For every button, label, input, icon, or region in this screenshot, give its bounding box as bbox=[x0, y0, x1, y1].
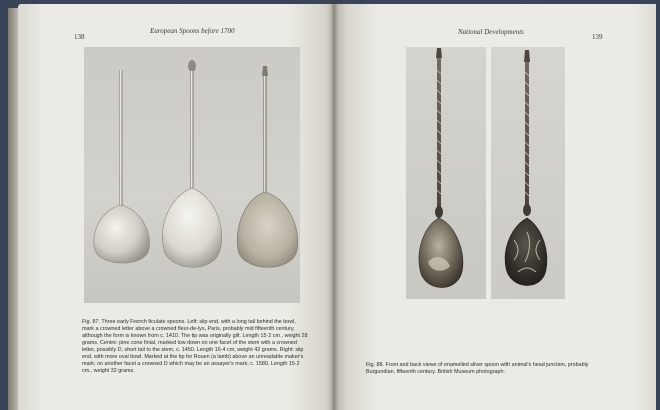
figure-88-caption: Fig. 88. Front and back views of enamelled silver spoon with animal's head junction, probably Burgundian, fifteenth century. British Museum photograph. bbox=[366, 362, 589, 375]
spoon-back-view bbox=[505, 50, 547, 286]
right-running-head: National Developments bbox=[458, 28, 524, 36]
left-page-number: 138 bbox=[74, 33, 85, 41]
left-running-head: European Spoons before 1700 bbox=[150, 27, 235, 35]
figure-87-caption: Fig. 87. Three early French ficulate spoons. Left: slip end, with a long tail behind the bowl, mark a crowned letter above a crowned fleur-de-lys, Paris, probably mid fifteenth century, although the form is known from c. 1410. The tip was originally gilt. Length 15·2 cm., weight 28 grams. Centre: pine cone finial, marked low down on one facet of the stem with a crowned letter, possibly D, short tail to the stem, c. 1450. Length 16·4 cm, weight 42 grams. Right: slip end, with more oval bowl. Marked at the tip for Rouen (a lamb) above an unreadable maker's mark; on another facet a crowned D which may be an assayer's mark; c. 1580. Length 15·2 cm., weight 32 grams. bbox=[82, 319, 308, 374]
right-page-number: 139 bbox=[592, 33, 603, 41]
spoon-front-view bbox=[419, 48, 463, 288]
